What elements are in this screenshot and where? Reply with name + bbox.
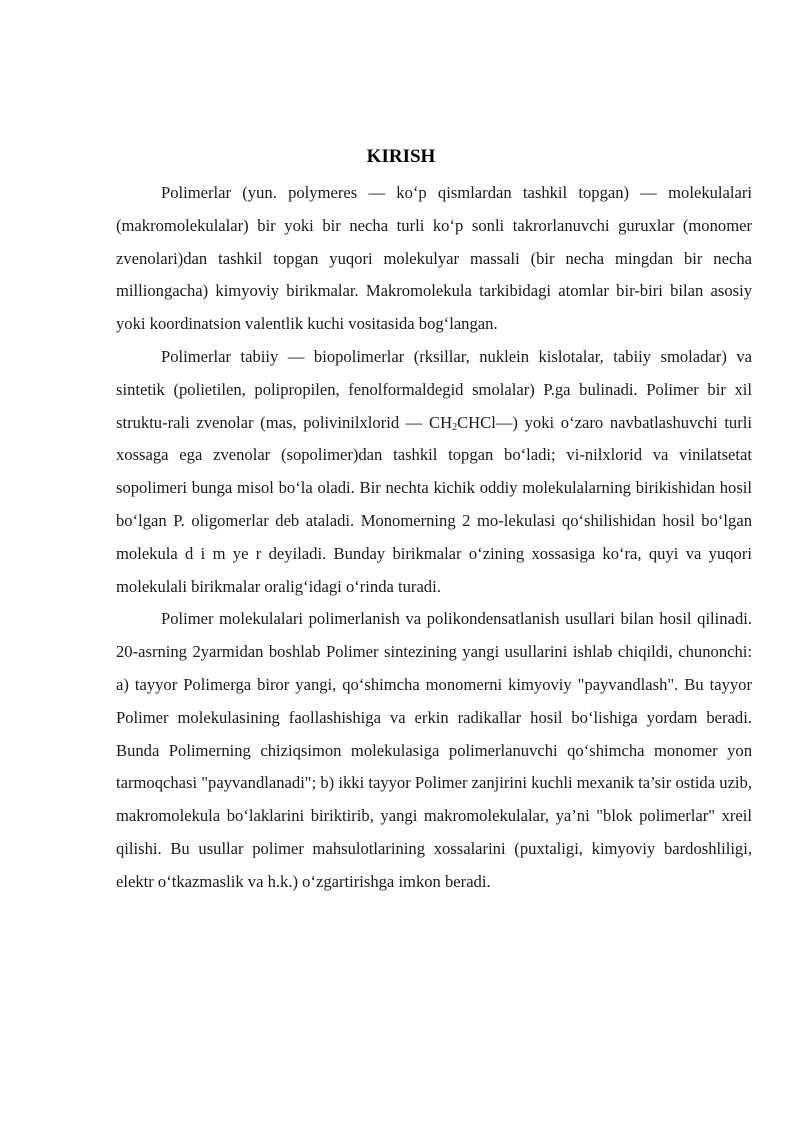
document-title: KIRISH xyxy=(366,146,436,167)
formula-subscript: 2 xyxy=(452,421,458,433)
paragraph-classification xyxy=(116,341,752,603)
document-body xyxy=(116,177,752,899)
paragraph-synthesis: Polimer molekulalari polimerlanish va polikondensatlanish usullari bilan hosil qilinadi. 20-asrning 2yarmidan boshlab Polimer sintezining yangi usullarini ishlab chiqildi, chunonchi: a) tayyor Polimerga biror yangi, qo‘shimcha monomerni kimyoviy "payvandlash". Bu tayyor Polimer molekulasining faollashishiga va erkin radikallar hosil bo‘lishiga yordam beradi. Bunda Polimerning chiziqsimon molekulasiga polimerlanuvchi qo‘shimcha monomer yon tarmoqchasi "payvandlanadi"; b) ikki tayyor Polimer zanjirini kuchli mexanik ta’sir ostida uzib, makromolekula bo‘laklarini biriktirib, yangi makromolekulalar, ya’ni "blok polimerlar" xreil qilishi. Bu usullar polimer mahsulotlarining xossalarini (puxtaligi, kimyoviy bardoshliligi, elektr o‘tkazmaslik va h.k.) o‘zgartirishga imkon beradi. xyxy=(116,609,752,891)
paragraph-classification-text-start: Polimerlar tabiiy — biopolimerlar (rksillar, nuklein kislotalar, tabiiy smoladar) va sintetik (polietilen, polipropilen, fenolformaldegid smolalar) P.ga bulinadi. Polimer bir xil struktu-rali zvenolar (mas, polivinilxlorid — CH xyxy=(116,346,752,432)
paragraph-intro: Polimerlar (yun. polymeres — ko‘p qismlardan tashkil topgan) — molekulalari (makromolekulalar) bir yoki bir necha turli ko‘p sonli takrorlanuvchi guruxlar (monomer zvenolari)dan tashkil topgan yuqori molekulyar massali (bir necha mingdan bir necha milliongacha) kimyoviy birikmalar. Makromolekula tarkibidagi atomlar bir-biri bilan asosiy yoki koordinatsion valentlik kuchi vositasida bog‘langan. xyxy=(116,183,752,334)
paragraph-classification-text-end: CHCl—) yoki o‘zaro navbatlashuvchi turli xossaga ega zvenolar (sopolimer)dan tashkil topgan bo‘ladi; vi-nilxlorid va vinilatsetat sopolimeri bunga misol bo‘la oladi. Bir nechta kichik oddiy molekulalarning birikishidan hosil bo‘lgan P. oligomerlar deb ataladi. Monomerning 2 mo-lekulasi qo‘shilishidan hosil bo‘lgan molekula d i m ye r deyiladi. Bunday birikmalar o‘zining xossasiga ko‘ra, quyi va yuqori molekulali birikmalar oralig‘idagi o‘rinda turadi. xyxy=(116,412,752,596)
